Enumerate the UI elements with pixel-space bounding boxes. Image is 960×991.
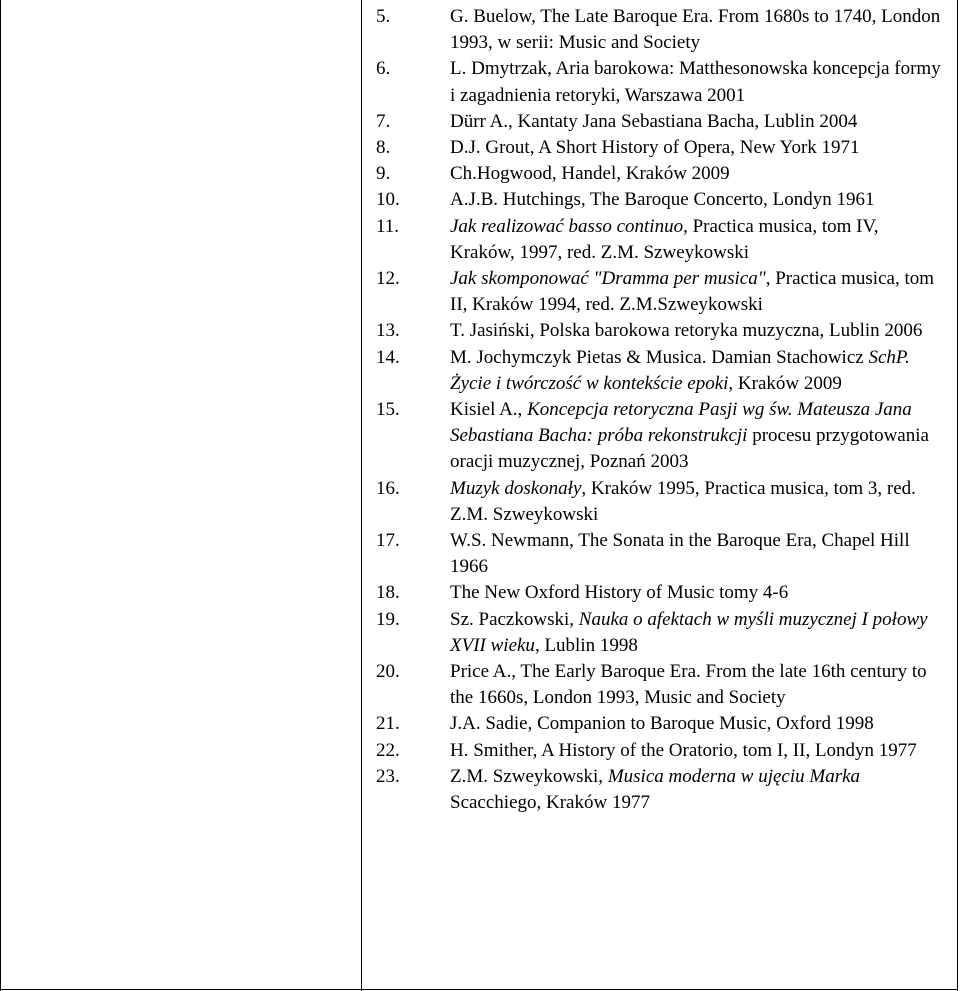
bibliography-entry [376, 711, 946, 737]
entry-text [450, 214, 946, 266]
entry-title-italic: SchP. Życie i twórczość w kontekście epoki [450, 346, 910, 394]
entry-text-segment: Sz. Paczkowski, [450, 608, 579, 630]
entry-text [450, 135, 946, 161]
bibliography-entry [376, 738, 946, 764]
entry-number: 10. [376, 189, 400, 211]
entry-text [450, 187, 946, 213]
bibliography-entry [376, 56, 946, 108]
entry-text [450, 607, 946, 659]
entry-text [450, 4, 946, 56]
entry-number: 22. [376, 739, 400, 761]
entry-text-segment: Scacchiego, Kraków 1977 [450, 792, 650, 814]
entry-number: 20. [376, 661, 400, 683]
entry-number: 9. [376, 163, 391, 185]
table-border-right [957, 0, 958, 991]
entry-title-italic: Musica moderna w ujęciu Marka [607, 765, 861, 787]
entry-text-segment: Dürr A., Kantaty Jana Sebastiana Bacha, Lublin 2004 [450, 110, 858, 132]
bibliography-entry [376, 214, 946, 266]
entry-text [450, 476, 946, 528]
entry-text [450, 711, 946, 737]
entry-number: 15. [376, 399, 400, 421]
entry-text-segment: L. Dmytrzak, Aria barokowa: Matthesonowska koncepcja formy i zagadnienia retoryki, Warszawa 2001 [450, 58, 941, 106]
entry-text-segment: , Kraków 1995, Practica musica, tom 3, red. Z.M. Szweykowski [450, 477, 916, 525]
bibliography-entry [376, 580, 946, 606]
entry-number: 6. [376, 58, 391, 80]
entry-number: 18. [376, 582, 400, 604]
bibliography-entry [376, 764, 946, 816]
bibliography-list [376, 4, 946, 816]
entry-text-segment: , Kraków 2009 [728, 372, 842, 394]
entry-number: 8. [376, 137, 391, 159]
bibliography-entry [376, 135, 946, 161]
entry-number: 5. [376, 6, 391, 27]
bibliography-entry [376, 607, 946, 659]
entry-number: 17. [376, 530, 400, 552]
entry-text-segment: Kisiel A., [450, 399, 528, 421]
entry-text-segment: T. Jasiński, Polska barokowa retoryka muzyczna, Lublin 2006 [450, 320, 923, 342]
bibliography-entry [376, 161, 946, 187]
entry-text-segment: W.S. Newmann, The Sonata in the Baroque Era, Chapel Hill 1966 [450, 530, 910, 578]
bibliography-entry [376, 659, 946, 711]
entry-number: 13. [376, 320, 400, 342]
entry-text [450, 659, 946, 711]
entry-title-italic: Jak realizować basso continuo [450, 215, 684, 237]
entry-title-italic: Koncepcja retoryczna Pasji wg św. Mateusza Jana Sebastiana Bacha: próba rekonstrukcji [450, 399, 912, 447]
table-border-bottom [0, 989, 958, 990]
entry-title-italic: Nauka o afektach w myśli muzycznej I połowy XVII wieku [450, 608, 928, 656]
entry-title-italic: Muzyk doskonały [450, 477, 582, 499]
entry-text-segment: H. Smither, A History of the Oratorio, tom I, II, Londyn 1977 [450, 739, 917, 761]
entry-text-segment: , Practica musica, tom II, Kraków 1994, red. Z.M.Szweykowski [450, 268, 935, 316]
entry-text-segment: Ch.Hogwood, Handel, Kraków 2009 [450, 163, 730, 185]
entry-text-segment: M. Jochymczyk Pietas & Musica. Damian Stachowicz [450, 346, 869, 368]
entry-text-segment: A.J.B. Hutchings, The Baroque Concerto, Londyn 1961 [450, 189, 875, 211]
entry-text [450, 345, 946, 397]
bibliography-entry [376, 397, 946, 476]
entry-number: 11. [376, 215, 400, 237]
entry-number: 21. [376, 713, 400, 735]
entry-text [450, 528, 946, 580]
entry-text [450, 318, 946, 344]
entry-text-segment: , Lublin 1998 [534, 634, 638, 656]
entry-text [450, 764, 946, 816]
bibliography-entry [376, 187, 946, 213]
bibliography-entry [376, 476, 946, 528]
entry-text-segment: G. Buelow, The Late Baroque Era. From 1680s to 1740, London 1993, w serii: Music and Society [450, 6, 941, 54]
entry-number: 23. [376, 765, 400, 787]
empty-left-cell [1, 0, 361, 989]
entry-text [450, 397, 946, 476]
table-border-middle [361, 0, 362, 991]
entry-text [450, 56, 946, 108]
entry-number: 19. [376, 608, 400, 630]
bibliography-entry [376, 109, 946, 135]
entry-title-italic: Jak skomponować "Dramma per musica" [450, 268, 766, 290]
entry-text [450, 266, 946, 318]
entry-text-segment: Price A., The Early Baroque Era. From the late 16th century to the 1660s, London 1993, Music and Society [450, 661, 927, 709]
bibliography-entry [376, 528, 946, 580]
entry-text-segment: procesu przygotowania oracji muzycznej, Poznań 2003 [450, 425, 929, 473]
entry-text-segment: , Practica musica, tom IV, Kraków, 1997, red. Z.M. Szweykowski [450, 215, 879, 263]
entry-number: 12. [376, 268, 400, 290]
entry-text-segment: Z.M. Szweykowski, [450, 765, 608, 787]
entry-text-segment: J.A. Sadie, Companion to Baroque Music, Oxford 1998 [450, 713, 874, 735]
entry-number: 14. [376, 346, 400, 368]
entry-text [450, 738, 946, 764]
bibliography-entry [376, 318, 946, 344]
entry-text [450, 109, 946, 135]
bibliography-entry [376, 266, 946, 318]
entry-text [450, 161, 946, 187]
bibliography-entry [376, 4, 946, 56]
entry-text [450, 580, 946, 606]
entry-text-segment: D.J. Grout, A Short History of Opera, New York 1971 [450, 137, 860, 159]
entry-number: 7. [376, 110, 391, 132]
entry-number: 16. [376, 477, 400, 499]
entry-text-segment: The New Oxford History of Music tomy 4-6 [450, 582, 789, 604]
bibliography-entry [376, 345, 946, 397]
